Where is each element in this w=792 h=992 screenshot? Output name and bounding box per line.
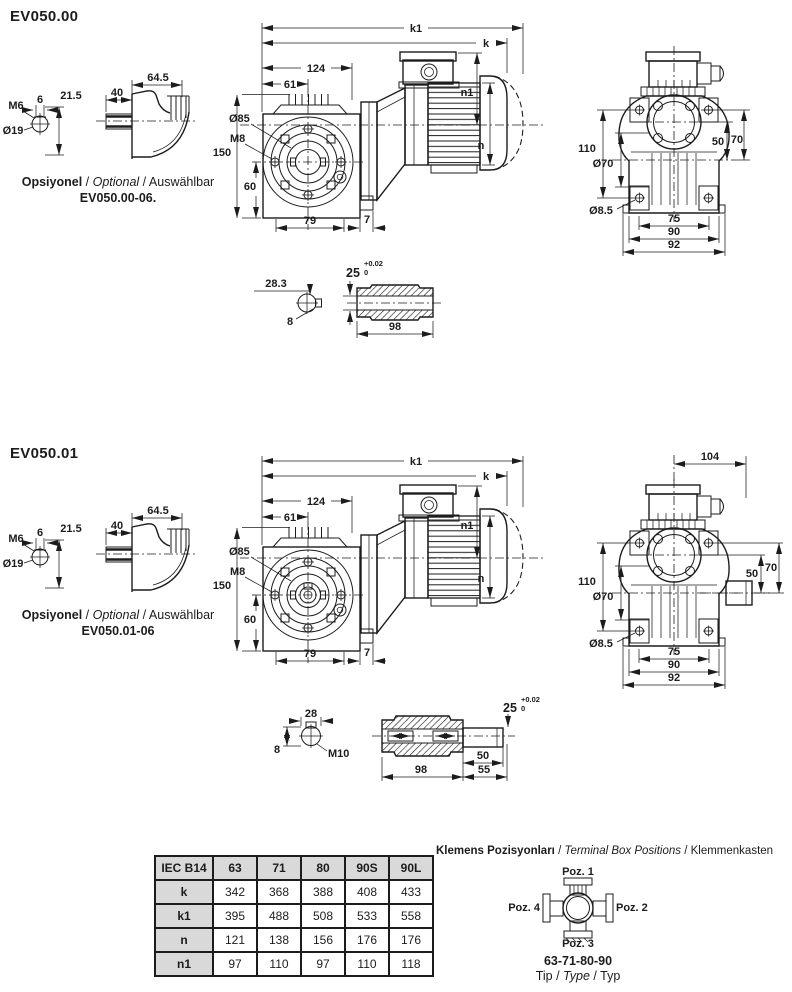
dim-79: 79 bbox=[303, 215, 317, 227]
dim-dia70: Ø70 bbox=[592, 158, 614, 170]
cell: 110 bbox=[345, 952, 389, 976]
cell: 433 bbox=[389, 880, 433, 904]
dim-tol-lo: 0 bbox=[521, 704, 526, 713]
dim-40: 40 bbox=[110, 87, 124, 99]
cell: 342 bbox=[213, 880, 257, 904]
cell: 97 bbox=[213, 952, 257, 976]
output-shaft-drawing bbox=[274, 695, 540, 781]
cell: 138 bbox=[257, 928, 301, 952]
cell: 156 bbox=[301, 928, 345, 952]
dim-92: 92 bbox=[667, 239, 681, 251]
cell: 118 bbox=[389, 952, 433, 976]
terminal-box-sizes: 63-71-80-90 bbox=[543, 954, 613, 968]
rear-view-extras bbox=[674, 451, 784, 605]
dim-98: 98 bbox=[388, 321, 402, 333]
dim-m6: M6 bbox=[8, 100, 24, 112]
header-cell: IEC B14 bbox=[155, 856, 213, 880]
cell: 395 bbox=[213, 904, 257, 928]
table-row bbox=[155, 952, 433, 976]
header-cell: 63 bbox=[213, 856, 257, 880]
cell: 408 bbox=[345, 880, 389, 904]
table-row bbox=[155, 904, 433, 928]
dim-k1: k1 bbox=[409, 23, 423, 35]
cell: 558 bbox=[389, 904, 433, 928]
dim-key-8: 8 bbox=[286, 316, 294, 328]
dim-n: n bbox=[477, 140, 485, 152]
dimension-table bbox=[154, 855, 434, 977]
dim-61: 61 bbox=[283, 79, 297, 91]
terminal-box-diagram bbox=[508, 866, 648, 950]
optional-note-ev050-00 bbox=[2, 175, 234, 206]
terminal-box-title: Klemens Pozisyonları / Terminal Box Positions / Klemmenkasten bbox=[436, 845, 774, 857]
row-label: k bbox=[155, 880, 213, 904]
dim-key-8: 8 bbox=[273, 744, 281, 756]
dim-60: 60 bbox=[243, 181, 257, 193]
dim-21-5: 21.5 bbox=[60, 90, 82, 102]
dim-tol-hi: +0.02 bbox=[521, 695, 540, 704]
optional-note-line: Opsiyonel / Optional / Auswählbar bbox=[21, 608, 215, 622]
dim-75: 75 bbox=[667, 213, 681, 225]
dim-50: 50 bbox=[745, 568, 759, 580]
cell: 508 bbox=[301, 904, 345, 928]
dim-110: 110 bbox=[578, 143, 596, 155]
dim-7: 7 bbox=[363, 214, 371, 226]
page-title-ev050-00: EV050.00 bbox=[10, 8, 79, 25]
dim-m8: M8 bbox=[230, 133, 246, 145]
dim-70: 70 bbox=[730, 134, 744, 146]
dim-len55: 55 bbox=[477, 764, 491, 776]
header-cell: 71 bbox=[257, 856, 301, 880]
cell: 110 bbox=[257, 952, 301, 976]
dim-n1: n1 bbox=[460, 87, 474, 99]
dim-bore-25: 25 bbox=[346, 266, 360, 280]
header-cell: 80 bbox=[301, 856, 345, 880]
poz-3-label: Poz. 3 bbox=[562, 938, 594, 950]
dim-124: 124 bbox=[306, 63, 326, 75]
table-header-row bbox=[155, 856, 433, 880]
dim-150: 150 bbox=[212, 147, 232, 159]
cell: 368 bbox=[257, 880, 301, 904]
cell: 488 bbox=[257, 904, 301, 928]
poz-1-label: Poz. 1 bbox=[562, 866, 594, 878]
dim-tol-hi: +0.02 bbox=[364, 259, 383, 268]
cell: 388 bbox=[301, 880, 345, 904]
table-row bbox=[155, 928, 433, 952]
dim-28-3: 28.3 bbox=[265, 278, 287, 290]
terminal-box-type-line: Tip / Type / Typ bbox=[535, 969, 621, 983]
poz-4-label: Poz. 4 bbox=[508, 902, 540, 914]
header-cell: 90S bbox=[345, 856, 389, 880]
dim-tol-lo: 0 bbox=[364, 268, 369, 277]
key-end-view bbox=[3, 90, 82, 155]
dim-flange-dia: Ø85 bbox=[229, 113, 250, 125]
dim-dia-25: 25 bbox=[503, 701, 517, 715]
dim-k: k bbox=[482, 38, 490, 50]
dim-28: 28 bbox=[304, 708, 318, 720]
cell: 176 bbox=[345, 928, 389, 952]
dim-70: 70 bbox=[764, 562, 778, 574]
dim-dia19: Ø19 bbox=[2, 125, 24, 137]
optional-note-line: Opsiyonel / Optional / Auswählbar bbox=[21, 175, 215, 189]
optional-code: EV050.00-06. bbox=[79, 190, 157, 205]
row-label: n bbox=[155, 928, 213, 952]
row-label: n1 bbox=[155, 952, 213, 976]
dim-key-width: 6 bbox=[36, 94, 44, 106]
dim-len50: 50 bbox=[476, 750, 490, 762]
header-cell: 90L bbox=[389, 856, 433, 880]
dim-50: 50 bbox=[711, 136, 725, 148]
hollow-shaft-section bbox=[254, 259, 443, 338]
dim-64-5: 64.5 bbox=[147, 72, 169, 84]
gearbox-rear-view bbox=[578, 46, 738, 256]
dim-90: 90 bbox=[667, 226, 681, 238]
page-title-ev050-01: EV050.01 bbox=[10, 445, 79, 462]
dim-104: 104 bbox=[700, 451, 720, 463]
poz-2-label: Poz. 2 bbox=[616, 902, 648, 914]
optional-note-ev050-01 bbox=[2, 608, 234, 639]
dim-98: 98 bbox=[414, 764, 428, 776]
row-label: k1 bbox=[155, 904, 213, 928]
cell: 533 bbox=[345, 904, 389, 928]
table-row bbox=[155, 880, 433, 904]
dim-dia8-5: Ø8.5 bbox=[589, 205, 613, 217]
optional-code: EV050.01-06 bbox=[81, 623, 155, 638]
bell-housing-view bbox=[96, 72, 196, 159]
cell: 121 bbox=[213, 928, 257, 952]
gearmotor-side-view bbox=[213, 23, 545, 232]
dim-m10: M10 bbox=[328, 748, 350, 760]
cell: 97 bbox=[301, 952, 345, 976]
cell: 176 bbox=[389, 928, 433, 952]
